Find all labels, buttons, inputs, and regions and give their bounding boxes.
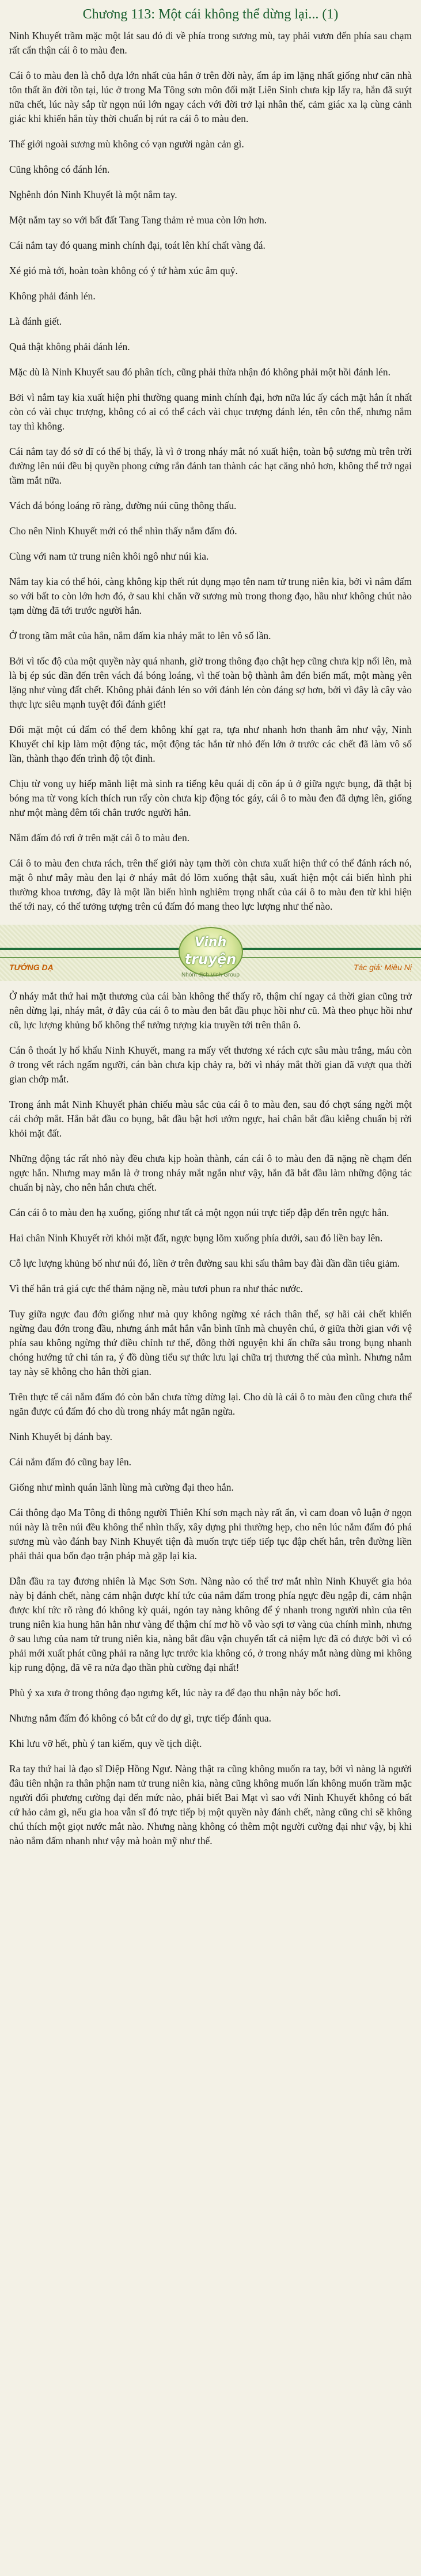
story-author: Tác giả: Miêu Nị — [353, 963, 412, 972]
paragraph: Cho nên Ninh Khuyết mới có thể nhìn thấy nắm đấm đó. — [9, 525, 237, 537]
paragraph: Cái thông đạo Ma Tông đi thông người Thiên Khí sơn mạch này rất ẩn, vì cam đoan vô luận ở ngọn núi này là trên núi đều không thể nhìn thấy, xây dựng phi thường hẹp, cho nên lúc nắm đấm đó phá sương mù vào đánh bay Ninh Khuyết tiện đà muốn trực tiếp tiếp tục đập chết hắn, trên đường liền phải thải qua bốn đạo trận pháp mà gặp lại kia. — [9, 1507, 412, 1561]
paragraph: Vách đá bóng loáng rõ ràng, đường núi cũng thông thấu. — [9, 500, 237, 511]
paragraph: Xé gió mà tới, hoàn toàn không có ý tứ hàm xúc âm quỷ. — [9, 265, 238, 276]
translation-group: Nhóm dịch Vinh Group — [181, 972, 240, 978]
paragraph: Là đánh giết. — [9, 316, 62, 327]
paragraph: Trong ánh mắt Ninh Khuyết phản chiếu màu sắc của cái ô to màu đen, sau đó chợt sáng ngời một cái chớp mắt. Hắn bắt đầu co bụng, bắt đầu bật hơi ướm ngực, hai chân bắt đầu kiễng chuẩn bị rời khỏi mặt đất. — [9, 1099, 412, 1139]
paragraph: Nắm đấm đó rơi ở trên mặt cái ô to màu đen. — [9, 832, 189, 844]
paragraph: Ninh Khuyết bị đánh bay. — [9, 1431, 113, 1442]
paragraph: Cái nắm tay đó quang minh chính đại, toát lên khí chất vàng đá. — [9, 240, 266, 251]
paragraph: Cùng với nam tử trung niên khôi ngô như núi kia. — [9, 550, 209, 562]
paragraph: Mặc dù là Ninh Khuyết sau đó phân tích, cũng phải thừa nhận đó không phải một hồi đánh lén. — [9, 366, 390, 378]
paragraph: Tuy giữa ngực đau đớn giống như mà quy không ngừng xé rách thân thể, sợ hãi cải chết khiến ngừng đau đớn trong đầu, nhưng ánh mắt hắn vẫn bình tĩnh mà chuyên chú, ở giữa thời gian với vệ phía sau không ngừng thứ điều chỉnh tư thế, đồng thời nguyện khi ấn chữa sâu trong bụng nhanh chóng hướng tứ chi tán ra, ý đồ dùng tiểu sự thức lưu lại chữa trị thương thế của mình. Nhưng nắm tay này sẽ không cho hắn thời gian. — [9, 1308, 412, 1377]
paragraph: Không phải đánh lén. — [9, 290, 96, 302]
paragraph: Một nắm tay so với bất đất Tang Tang thảm rẻ mua còn lớn hơn. — [9, 214, 267, 226]
paragraph: Bởi vì nắm tay kia xuất hiện phi thường quang minh chính đại, hơn nữa lúc ấy cách mặt hắn ít nhất còn có vài chục trượng, không có ai có thể cách vài chục trượng đánh lén, tên côn thể, nhưng nắm tay thì không. — [9, 392, 412, 432]
paragraph: Khi lưu vỡ hết, phù ý tan kiếm, quy về tịch diệt. — [9, 1738, 202, 1749]
site-logo — [179, 927, 243, 977]
paragraph: Quả thật không phải đánh lén. — [9, 341, 130, 352]
paragraph: Nhưng nắm đấm đó không có bắt cứ do dự gì, trực tiếp đánh qua. — [9, 1712, 271, 1724]
paragraph: Những động tác rất nhỏ này đều chưa kịp hoàn thành, cán cái ô to màu đen đã nặng nề chạm đến ngực hắn. Nhưng may mắn là ở trong nháy mắt ngắn như vậy, hắn đã bắt đầu làm những động tác chuẩn bị này, cho nên hắn chưa chết. — [9, 1153, 412, 1193]
logo-word-2: truyện — [184, 951, 237, 967]
paragraph: Hai chân Ninh Khuyết rời khỏi mặt đất, ngực bụng lõm xuống phía dưới, sau đó liền bay lên. — [9, 1232, 383, 1244]
paragraph: Cỗ lực lượng khủng bố như núi đó, liền ở trên đường sau khi sấu thâm bay đài dần dần tiêu giảm. — [9, 1257, 400, 1269]
paragraph: Giống như mình quán lãnh lùng mà cường đại theo hắn. — [9, 1481, 234, 1493]
paragraph: Chịu từ vong uy hiếp mãnh liệt mà sinh ra tiếng kêu quái dị cõn áp ủ ở giữa ngực bụng, đã thật bị bóng ma từ vong kích thích run rẩy còn chưa kịp động tóc gáy, cái ô to màu đen đã dựng lên, giống như một màng đêm tối chắn trước người hắn. — [9, 778, 412, 818]
paragraph: Bởi vì tốc độ của một quyền này quá nhanh, giờ trong thông đạo chật hẹp cũng chưa kịp nổi lên, mà là bị ép súc dần đến trên vách đá bóng loáng, vì thế toàn bộ thành âm đến biến mất, một màng yên lặng như vùng đất chết. Không phải đánh lén so với đánh lén còn đáng sợ hơn, bởi vì đây là cây vào thực lực siêu mạnh tuyệt đối đánh giết! — [9, 655, 412, 710]
paragraph: Cũng không có đánh lén. — [9, 164, 110, 175]
paragraph: Nắm tay kia có thể hỏi, càng không kịp thết rút dụng mạo tên nam tử trung niên kia, bởi vì nắm đấm so với bất to còn lớn hơn đó, ở sau khi chăn vỡ sương mù trong thong đạo, hầu như không chút nào tạm dừng đã tới trước người hắn. — [9, 576, 412, 616]
chapter-text-part-2 — [9, 989, 412, 1848]
paragraph: Dẫn đầu ra tay đương nhiên là Mạc Sơn Sơn. Nàng nào có thể trơ mắt nhìn Ninh Khuyết gia hỏa này bị đánh chết, nàng cảm nhận được khí tức của nắm đấm trong phía ngực đều ngập đi, cảm nhận được khí tức rõ ràng đó không kỳ quái, ngón tay nàng không để ý nhanh trong người nhìn của tên trung niên kia hung hăn hẳn như vàng để thậm chí mơ hồ vỗ vào sợi tơ vàng của chính mình, nhưng ở sau lưng của nam tử trung niên kia, nàng bắt đầu vận chuyển tất cả niệm lực đã có được bởi vì có phải mới xuất phát cũng phải ra năng lực trước kia không có, ở trong nháy mắt nàng dùng mi không kịp rung động, đã vẽ ra nửa đạo thần phù cường đại nhất! — [9, 1575, 412, 1673]
paragraph: Nghênh đón Ninh Khuyết là một nắm tay. — [9, 189, 177, 200]
paragraph: Phù ý xa xưa ở trong thông đạo ngưng kết, lúc này ra để đạo thu nhận này bốc hơi. — [9, 1687, 341, 1699]
chapter-title: Chương 113: Một cái không thể dừng lại... (1) — [82, 7, 339, 22]
paragraph: Cán cái ô to màu đen hạ xuống, giống như tất cả một ngọn núi trực tiếp đập đến trên ngực hắn. — [9, 1207, 389, 1218]
paragraph: Cái ô to màu đen là chỗ dựa lớn nhất của hắn ở trên đời này, ấm áp im lặng nhất giống như căn nhà tôn thất ăn đời tồn tại, lúc ở trong Ma Tông sơn môn đối mặt Liên Sinh chưa kịp lấy ra, hắn đã suýt nữa chết, lúc này sắp từ ngọn núi lớn ngay cách với đời trở lại nhân thế, cảm giác xa lạ cùng cảnh giác khi khiến hắn tùy thời chuẩn bị rút ra cái ô to màu đen. — [9, 70, 412, 124]
paragraph: Ninh Khuyết trầm mặc một lát sau đó đi về phía trong sương mù, tay phải vươn đến phía sau chạm rất cẩn thận cái ô to màu đen. — [9, 30, 412, 56]
paragraph: Đối mặt một cú đấm có thể đem không khí gạt ra, tựa như nhanh hơn thanh âm như vậy, Ninh Khuyết chỉ kịp làm một động tác, một động tác hắn từ nhỏ đến lớn ở trước các chết đã làm vô số lần, thành thạo đến trình độ tột đỉnh. — [9, 724, 412, 764]
chapter-text-part-1 — [9, 29, 412, 914]
section-banner — [0, 925, 421, 981]
logo-word-1: Vinh — [194, 935, 227, 949]
paragraph: Cán ô thoát ly hổ khẩu Ninh Khuyết, mang ra mấy vết thương xé rách cực sâu màu trắng, máu còn ở trong vết rách ngấm ngưỡi, cán bàn chưa kịp chảy ra, bởi vì nháy mắt thời gian đã vượt qua thời gian chớp mắt. — [9, 1044, 412, 1085]
paragraph: Ra tay thứ hai là đạo sĩ Diệp Hồng Ngư. Nàng thật ra cũng không muốn ra tay, bởi vì nàng là người đâu tiên nhận ra thân phận nam tử trung niên kia, nàng cũng không muốn lấn không muốn trầm mặc người đối phương cường đại đến mức nào, phải biết Bai Mạt vì sao với Ninh Khuyết không có bất cứ hảo cảm gì, nếu gia hoa vẫn sĩ đó trực tiếp bị một quyền này đánh chết, nàng cũng chỉ sẽ không chú thích một giọt nước mắt nào. Nhưng nàng không có thêm một người cường đại như vậy, bị khi nào nắm đấm nhanh như vậy mà hoàn mỹ như thế. — [9, 1763, 412, 1846]
paragraph: Cái nắm đấm đó cũng bay lên. — [9, 1456, 132, 1468]
paragraph: Trên thực tế cái nắm đấm đó còn bắn chưa từng dừng lại. Cho dù là cái ô to màu đen cũng chưa thể ngăn được cú đấm đó cho dù trong nháy mắt ngăn ngừa. — [9, 1391, 412, 1417]
paragraph: Cái nắm tay đó sở dĩ có thể bị thấy, là vì ở trong nháy mắt nó xuất hiện, toàn bộ sương mù trên trời đường lên núi đều bị quyền phong cứng rắn đánh tan thành các hạt căng nhỏ hơn, không thể trở ngại tầm mắt nữa. — [9, 446, 412, 486]
paragraph: Vì thế hắn trả giá cực thế thảm nặng nề, màu tươi phun ra như thác nước. — [9, 1283, 304, 1294]
paragraph: Ở trong tầm mắt của hắn, nắm đấm kia nháy mắt to lên vô số lần. — [9, 630, 271, 641]
paragraph: Cái ô to màu đen chưa rách, trên thế giới này tạm thời còn chưa xuất hiện thứ có thể đánh rách nó, mặt ô như mây màu đen lại ở nháy mắt đó lõm xuống thật sâu, xuất hiện một cái biến hình phi thường khoa trương, đây là một lần biến hình nghiêm trọng nhất của cái ô to màu đen từ khi hiện thế tới nay, có thể tưởng tượng trên cú đấm đó mang theo lực lượng như thế nào. — [9, 857, 412, 912]
paragraph: Thế giới ngoài sương mù không có vạn người ngàn cản gì. — [9, 138, 244, 150]
story-category: TƯỚNG DẠ — [9, 963, 54, 972]
paragraph: Ở nháy mắt thứ hai mặt thương của cái bàn không thể thấy rõ, thậm chí ngay cả thời gian cũng trở nên dừng lại, nháy mắt, ở đây của cái ô to màu đen bắt đầu phục hồi như cũ. Mà theo phục hồi như cũ, lực lượng khủng bố không thể tưởng tượng kia truyền tới trên thân ô. — [9, 990, 412, 1031]
